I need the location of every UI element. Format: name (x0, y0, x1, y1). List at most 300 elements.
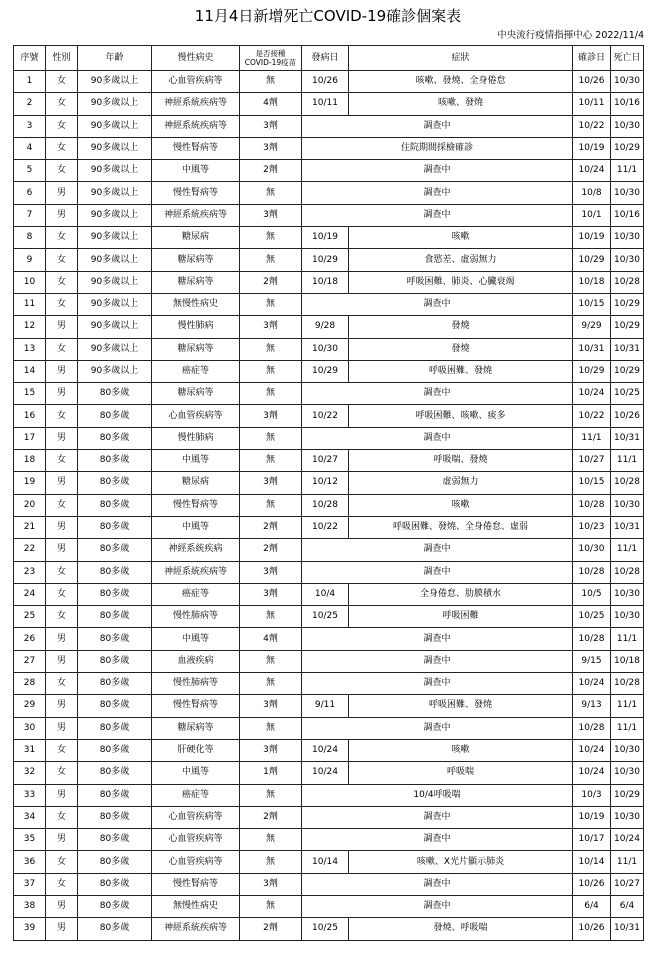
vaccination-cell: 無 (240, 829, 302, 851)
age-cell: 80多歲 (78, 583, 152, 605)
age-cell: 80多歲 (78, 873, 152, 895)
death-date-cell: 10/28 (611, 561, 644, 583)
case-number-cell: 9 (14, 249, 46, 271)
diagnosis-date-cell: 10/29 (573, 249, 611, 271)
table-row (14, 227, 644, 249)
column-header: 慢性病史 (152, 46, 240, 71)
investigation-status-cell: 調查中 (302, 427, 573, 449)
age-cell: 90多歲以上 (78, 271, 152, 293)
table-row (14, 583, 644, 605)
age-cell: 80多歲 (78, 739, 152, 761)
age-cell: 90多歲以上 (78, 360, 152, 382)
table-row (14, 762, 644, 784)
age-cell: 80多歲 (78, 427, 152, 449)
vaccination-cell: 無 (240, 71, 302, 93)
table-row (14, 360, 644, 382)
death-date-cell: 10/18 (611, 650, 644, 672)
death-date-cell: 11/1 (611, 160, 644, 182)
column-header: 年齡 (78, 46, 152, 71)
chronic-history-cell: 中風等 (152, 450, 240, 472)
case-number-cell: 20 (14, 494, 46, 516)
case-number-cell: 8 (14, 227, 46, 249)
investigation-status-cell: 調查中 (302, 806, 573, 828)
table-header-row (14, 46, 644, 71)
sex-cell: 女 (46, 806, 78, 828)
vaccination-cell: 無 (240, 249, 302, 271)
sex-cell: 女 (46, 71, 78, 93)
symptom-cell: 虛弱無力 (349, 472, 573, 494)
sex-cell: 女 (46, 873, 78, 895)
column-header: 發病日 (302, 46, 349, 71)
case-number-cell: 18 (14, 450, 46, 472)
table-row (14, 516, 644, 538)
investigation-status-cell: 調查中 (302, 717, 573, 739)
symptom-cell: 呼吸困難、發燒 (349, 695, 573, 717)
sex-cell: 男 (46, 695, 78, 717)
sex-cell: 男 (46, 182, 78, 204)
chronic-history-cell: 慢性肺病等 (152, 673, 240, 695)
onset-date-cell: 10/12 (302, 472, 349, 494)
vaccination-cell: 無 (240, 360, 302, 382)
case-number-cell: 15 (14, 383, 46, 405)
vaccination-cell: 無 (240, 673, 302, 695)
column-header: 確診日 (573, 46, 611, 71)
vaccination-cell: 3劑 (240, 695, 302, 717)
death-date-cell: 10/30 (611, 227, 644, 249)
diagnosis-date-cell: 10/26 (573, 918, 611, 940)
onset-date-cell: 10/24 (302, 762, 349, 784)
source-label: 中央流行疫情指揮中心 2022/11/4 (497, 30, 644, 41)
death-date-cell: 10/29 (611, 784, 644, 806)
sex-cell: 女 (46, 160, 78, 182)
age-cell: 90多歲以上 (78, 316, 152, 338)
diagnosis-date-cell: 10/26 (573, 71, 611, 93)
age-cell: 80多歲 (78, 673, 152, 695)
chronic-history-cell: 糖尿病等 (152, 249, 240, 271)
age-cell: 80多歲 (78, 561, 152, 583)
table-row (14, 383, 644, 405)
case-number-cell: 36 (14, 851, 46, 873)
death-date-cell: 6/4 (611, 895, 644, 917)
death-date-cell: 10/31 (611, 918, 644, 940)
table-row (14, 204, 644, 226)
diagnosis-date-cell: 10/31 (573, 338, 611, 360)
vaccination-cell: 3劑 (240, 739, 302, 761)
death-date-cell: 10/30 (611, 71, 644, 93)
vaccination-cell: 無 (240, 293, 302, 315)
case-number-cell: 7 (14, 204, 46, 226)
investigation-status-cell: 調查中 (302, 182, 573, 204)
vaccination-cell: 無 (240, 338, 302, 360)
sex-cell: 女 (46, 851, 78, 873)
death-date-cell: 11/1 (611, 628, 644, 650)
death-date-cell: 10/30 (611, 182, 644, 204)
table-row (14, 494, 644, 516)
age-cell: 80多歲 (78, 539, 152, 561)
vaccination-cell: 3劑 (240, 583, 302, 605)
sex-cell: 男 (46, 383, 78, 405)
table-row (14, 673, 644, 695)
vaccination-cell: 無 (240, 717, 302, 739)
column-header: 性別 (46, 46, 78, 71)
death-date-cell: 10/28 (611, 673, 644, 695)
onset-date-cell: 10/22 (302, 516, 349, 538)
case-number-cell: 11 (14, 293, 46, 315)
case-number-cell: 16 (14, 405, 46, 427)
case-number-cell: 3 (14, 115, 46, 137)
vaccination-cell: 無 (240, 606, 302, 628)
table-row (14, 695, 644, 717)
onset-date-cell: 10/27 (302, 450, 349, 472)
death-date-cell: 10/30 (611, 249, 644, 271)
symptom-cell: 發燒 (349, 338, 573, 360)
vaccination-cell: 無 (240, 450, 302, 472)
age-cell: 90多歲以上 (78, 160, 152, 182)
vaccination-cell: 2劑 (240, 539, 302, 561)
diagnosis-date-cell: 10/22 (573, 115, 611, 137)
diagnosis-date-cell: 10/24 (573, 383, 611, 405)
case-number-cell: 6 (14, 182, 46, 204)
death-date-cell: 11/1 (611, 450, 644, 472)
table-row (14, 806, 644, 828)
table-body (14, 71, 644, 941)
table-row (14, 450, 644, 472)
sex-cell: 女 (46, 673, 78, 695)
sex-cell: 男 (46, 784, 78, 806)
chronic-history-cell: 慢性腎病等 (152, 695, 240, 717)
death-date-cell: 10/30 (611, 494, 644, 516)
age-cell: 80多歲 (78, 895, 152, 917)
sex-cell: 男 (46, 204, 78, 226)
investigation-status-cell: 調查中 (302, 204, 573, 226)
diagnosis-date-cell: 6/4 (573, 895, 611, 917)
investigation-status-cell: 調查中 (302, 539, 573, 561)
sex-cell: 女 (46, 93, 78, 115)
onset-date-cell: 10/26 (302, 71, 349, 93)
case-number-cell: 28 (14, 673, 46, 695)
age-cell: 80多歲 (78, 628, 152, 650)
sex-cell: 女 (46, 405, 78, 427)
case-number-cell: 30 (14, 717, 46, 739)
diagnosis-date-cell: 9/29 (573, 316, 611, 338)
case-number-cell: 22 (14, 539, 46, 561)
vaccination-cell: 無 (240, 895, 302, 917)
age-cell: 90多歲以上 (78, 227, 152, 249)
sex-cell: 女 (46, 739, 78, 761)
table-row (14, 895, 644, 917)
chronic-history-cell: 慢性肺病 (152, 427, 240, 449)
case-number-cell: 26 (14, 628, 46, 650)
symptom-cell: 發燒 (349, 316, 573, 338)
diagnosis-date-cell: 10/30 (573, 539, 611, 561)
case-number-cell: 21 (14, 516, 46, 538)
page-title: 11月4日新增死亡COVID-19確診個案表 (194, 7, 462, 25)
vaccination-cell: 3劑 (240, 316, 302, 338)
vaccination-cell: 無 (240, 784, 302, 806)
death-date-cell: 10/31 (611, 427, 644, 449)
age-cell: 80多歲 (78, 450, 152, 472)
symptom-cell: 呼吸困難 (349, 606, 573, 628)
vaccination-cell: 無 (240, 227, 302, 249)
diagnosis-date-cell: 10/28 (573, 561, 611, 583)
chronic-history-cell: 慢性腎病等 (152, 494, 240, 516)
sex-cell: 男 (46, 427, 78, 449)
diagnosis-date-cell: 10/19 (573, 806, 611, 828)
vaccination-cell: 1劑 (240, 762, 302, 784)
diagnosis-date-cell: 10/19 (573, 227, 611, 249)
death-date-cell: 10/16 (611, 204, 644, 226)
case-number-cell: 4 (14, 137, 46, 159)
diagnosis-date-cell: 10/22 (573, 405, 611, 427)
diagnosis-date-cell: 10/8 (573, 182, 611, 204)
vaccination-cell: 無 (240, 383, 302, 405)
vaccination-cell: 無 (240, 494, 302, 516)
chronic-history-cell: 神經系統疾病等 (152, 204, 240, 226)
diagnosis-date-cell: 10/18 (573, 271, 611, 293)
column-header: 症狀 (349, 46, 573, 71)
investigation-status-cell: 調查中 (302, 673, 573, 695)
investigation-status-cell: 調查中 (302, 895, 573, 917)
death-date-cell: 10/29 (611, 293, 644, 315)
vaccination-cell: 3劑 (240, 137, 302, 159)
vaccination-cell: 3劑 (240, 561, 302, 583)
sex-cell: 女 (46, 561, 78, 583)
diagnosis-date-cell: 10/11 (573, 93, 611, 115)
table-row (14, 316, 644, 338)
age-cell: 80多歲 (78, 650, 152, 672)
sex-cell: 男 (46, 516, 78, 538)
death-date-cell: 10/29 (611, 137, 644, 159)
diagnosis-date-cell: 10/24 (573, 762, 611, 784)
chronic-history-cell: 心血管疾病等 (152, 806, 240, 828)
symptom-cell: 咳嗽 (349, 494, 573, 516)
sex-cell: 女 (46, 293, 78, 315)
diagnosis-date-cell: 10/24 (573, 673, 611, 695)
investigation-status-cell: 調查中 (302, 650, 573, 672)
chronic-history-cell: 癌症等 (152, 784, 240, 806)
vaccination-cell: 4劑 (240, 628, 302, 650)
sex-cell: 男 (46, 717, 78, 739)
age-cell: 80多歲 (78, 851, 152, 873)
table-row (14, 918, 644, 940)
case-number-cell: 38 (14, 895, 46, 917)
chronic-history-cell: 心血管疾病等 (152, 829, 240, 851)
sex-cell: 男 (46, 918, 78, 940)
chronic-history-cell: 心血管疾病等 (152, 851, 240, 873)
chronic-history-cell: 血液疾病 (152, 650, 240, 672)
onset-date-cell: 9/11 (302, 695, 349, 717)
table-row (14, 650, 644, 672)
chronic-history-cell: 糖尿病等 (152, 271, 240, 293)
sex-cell: 女 (46, 115, 78, 137)
onset-date-cell: 10/24 (302, 739, 349, 761)
diagnosis-date-cell: 10/3 (573, 784, 611, 806)
chronic-history-cell: 癌症等 (152, 360, 240, 382)
investigation-status-cell: 調查中 (302, 383, 573, 405)
death-date-cell: 10/28 (611, 271, 644, 293)
age-cell: 90多歲以上 (78, 137, 152, 159)
death-date-cell: 10/16 (611, 93, 644, 115)
sex-cell: 男 (46, 539, 78, 561)
age-cell: 80多歲 (78, 717, 152, 739)
diagnosis-date-cell: 10/14 (573, 851, 611, 873)
chronic-history-cell: 中風等 (152, 628, 240, 650)
death-date-cell: 10/30 (611, 762, 644, 784)
case-number-cell: 32 (14, 762, 46, 784)
chronic-history-cell: 神經系統疾病等 (152, 115, 240, 137)
vaccination-cell: 3劑 (240, 472, 302, 494)
table-row (14, 472, 644, 494)
investigation-status-cell: 調查中 (302, 561, 573, 583)
table-row (14, 606, 644, 628)
table-row (14, 182, 644, 204)
symptom-cell: 咳嗽、發燒 (349, 93, 573, 115)
table-row (14, 338, 644, 360)
age-cell: 80多歲 (78, 918, 152, 940)
age-cell: 90多歲以上 (78, 338, 152, 360)
sex-cell: 男 (46, 650, 78, 672)
table-row (14, 784, 644, 806)
diagnosis-date-cell: 10/28 (573, 717, 611, 739)
case-number-cell: 19 (14, 472, 46, 494)
age-cell: 80多歲 (78, 606, 152, 628)
diagnosis-date-cell: 11/1 (573, 427, 611, 449)
sex-cell: 男 (46, 472, 78, 494)
investigation-status-cell: 調查中 (302, 873, 573, 895)
vaccination-cell: 3劑 (240, 115, 302, 137)
death-date-cell: 10/30 (611, 583, 644, 605)
age-cell: 80多歲 (78, 494, 152, 516)
age-cell: 80多歲 (78, 784, 152, 806)
table-row (14, 717, 644, 739)
onset-date-cell: 10/25 (302, 918, 349, 940)
onset-date-cell: 10/22 (302, 405, 349, 427)
column-header: 序號 (14, 46, 46, 71)
chronic-history-cell: 神經系統疾病等 (152, 561, 240, 583)
table-row (14, 739, 644, 761)
death-date-cell: 11/1 (611, 851, 644, 873)
sex-cell: 女 (46, 762, 78, 784)
vaccination-cell: 2劑 (240, 516, 302, 538)
investigation-status-cell: 10/4呼吸喘 (302, 784, 573, 806)
case-number-cell: 29 (14, 695, 46, 717)
sex-cell: 女 (46, 137, 78, 159)
investigation-status-cell: 住院期間採檢確診 (302, 137, 573, 159)
table-row (14, 405, 644, 427)
table-row (14, 249, 644, 271)
death-date-cell: 10/30 (611, 739, 644, 761)
chronic-history-cell: 糖尿病 (152, 472, 240, 494)
onset-date-cell: 10/30 (302, 338, 349, 360)
chronic-history-cell: 慢性腎病等 (152, 182, 240, 204)
case-number-cell: 5 (14, 160, 46, 182)
column-header: 死亡日 (611, 46, 644, 71)
sex-cell: 女 (46, 271, 78, 293)
symptom-cell: 呼吸喘、發燒 (349, 450, 573, 472)
case-number-cell: 34 (14, 806, 46, 828)
age-cell: 80多歲 (78, 829, 152, 851)
diagnosis-date-cell: 10/15 (573, 293, 611, 315)
sex-cell: 男 (46, 360, 78, 382)
investigation-status-cell: 調查中 (302, 829, 573, 851)
chronic-history-cell: 糖尿病等 (152, 383, 240, 405)
diagnosis-date-cell: 10/23 (573, 516, 611, 538)
diagnosis-date-cell: 10/29 (573, 360, 611, 382)
symptom-cell: 呼吸困難、發燒 (349, 360, 573, 382)
age-cell: 80多歲 (78, 405, 152, 427)
death-date-cell: 10/24 (611, 829, 644, 851)
diagnosis-date-cell: 10/17 (573, 829, 611, 851)
table-row (14, 160, 644, 182)
sex-cell: 男 (46, 316, 78, 338)
chronic-history-cell: 慢性肺病 (152, 316, 240, 338)
investigation-status-cell: 調查中 (302, 160, 573, 182)
vaccination-cell: 2劑 (240, 918, 302, 940)
case-number-cell: 2 (14, 93, 46, 115)
vaccination-cell: 3劑 (240, 405, 302, 427)
death-date-cell: 10/30 (611, 606, 644, 628)
diagnosis-date-cell: 10/28 (573, 494, 611, 516)
sex-cell: 女 (46, 494, 78, 516)
table-row (14, 115, 644, 137)
diagnosis-date-cell: 10/24 (573, 160, 611, 182)
age-cell: 90多歲以上 (78, 182, 152, 204)
age-cell: 80多歲 (78, 762, 152, 784)
age-cell: 80多歲 (78, 472, 152, 494)
table-row (14, 71, 644, 93)
table-row (14, 137, 644, 159)
chronic-history-cell: 心血管疾病等 (152, 71, 240, 93)
chronic-history-cell: 中風等 (152, 516, 240, 538)
vaccination-cell: 3劑 (240, 204, 302, 226)
vaccination-cell: 無 (240, 182, 302, 204)
table-row (14, 628, 644, 650)
symptom-cell: 呼吸困難、肺炎、心臟衰竭 (349, 271, 573, 293)
case-table (13, 45, 644, 941)
age-cell: 90多歲以上 (78, 204, 152, 226)
sex-cell: 男 (46, 829, 78, 851)
case-number-cell: 39 (14, 918, 46, 940)
chronic-history-cell: 慢性腎病等 (152, 137, 240, 159)
case-number-cell: 37 (14, 873, 46, 895)
diagnosis-date-cell: 10/15 (573, 472, 611, 494)
age-cell: 90多歲以上 (78, 293, 152, 315)
onset-date-cell: 10/29 (302, 360, 349, 382)
death-date-cell: 10/30 (611, 806, 644, 828)
death-date-cell: 11/1 (611, 717, 644, 739)
case-number-cell: 25 (14, 606, 46, 628)
age-cell: 90多歲以上 (78, 71, 152, 93)
death-date-cell: 10/30 (611, 115, 644, 137)
investigation-status-cell: 調查中 (302, 115, 573, 137)
onset-date-cell: 10/28 (302, 494, 349, 516)
age-cell: 90多歲以上 (78, 249, 152, 271)
case-number-cell: 12 (14, 316, 46, 338)
age-cell: 90多歲以上 (78, 115, 152, 137)
case-number-cell: 35 (14, 829, 46, 851)
age-cell: 80多歲 (78, 695, 152, 717)
death-date-cell: 11/1 (611, 539, 644, 561)
sex-cell: 女 (46, 249, 78, 271)
onset-date-cell: 10/11 (302, 93, 349, 115)
chronic-history-cell: 癌症等 (152, 583, 240, 605)
diagnosis-date-cell: 10/5 (573, 583, 611, 605)
case-number-cell: 17 (14, 427, 46, 449)
table-row (14, 293, 644, 315)
death-date-cell: 10/27 (611, 873, 644, 895)
chronic-history-cell: 中風等 (152, 762, 240, 784)
death-date-cell: 10/26 (611, 405, 644, 427)
